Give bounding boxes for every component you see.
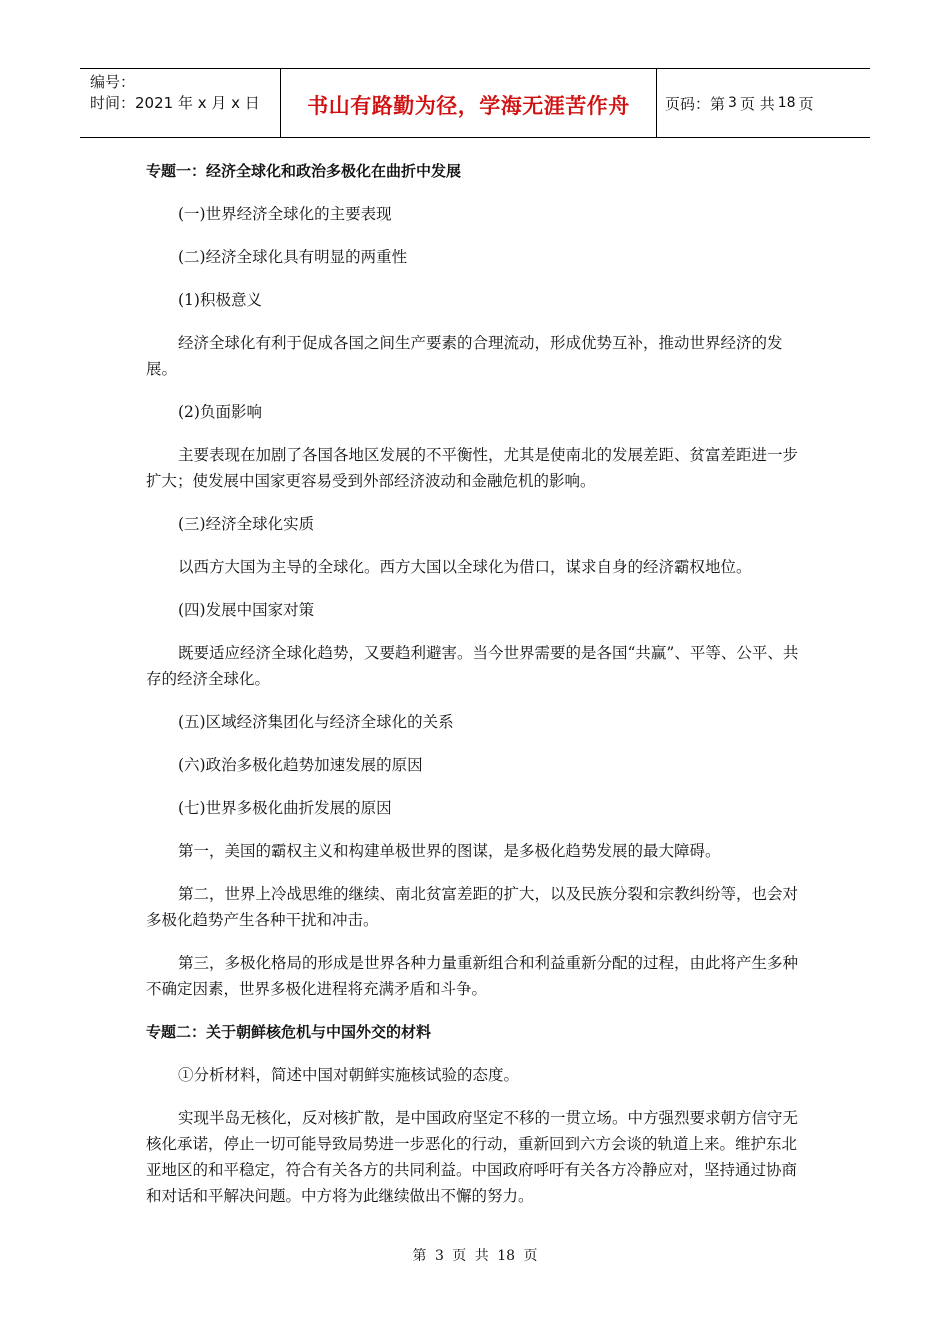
page-footer: 第 3 页 共 18 页	[412, 1248, 538, 1264]
paragraph: ①分析材料，简述中国对朝鲜实施核试验的态度。	[178, 1066, 520, 1084]
page-suffix: 页	[798, 94, 814, 113]
header-page-number	[657, 69, 870, 137]
paragraph: (四)发展中国家对策	[178, 601, 315, 619]
header-motto: 书山有路勤为径，学海无涯苦作舟	[281, 69, 657, 137]
paragraph: 第三，多极化格局的形成是世界各种力量重新组合和利益重新分配的过程，由此将产生多种不确定因素，世界多极化进程将充满矛盾和斗争。	[146, 954, 799, 998]
paragraph: (1)积极意义	[178, 291, 262, 309]
paragraph: (六)政治多极化趋势加速发展的原因	[178, 756, 423, 774]
page-total: 18	[777, 95, 796, 111]
paragraph: (五)区域经济集团化与经济全球化的关系	[178, 713, 454, 731]
document-number-label: 编号：	[90, 73, 136, 91]
section-heading-topic-2: 专题二：关于朝鲜核危机与中国外交的材料	[146, 1023, 432, 1041]
paragraph: (三)经济全球化实质	[178, 515, 315, 533]
paragraph: 实现半岛无核化，反对核扩散，是中国政府坚定不移的一贯立场。中方强烈要求朝方信守无核化承诺，停止一切可能导致局势进一步恶化的行动，重新回到六方会谈的轨道上来。维护东北亚地区的和平稳定，符合有关各方的共同利益。中国政府呼吁有关各方冷静应对，坚持通过协商和对话和平解决问题。中方将为此继续做出不懈的努力。	[146, 1109, 799, 1205]
document-date: 时间：2021 年 x 月 x 日	[90, 94, 260, 112]
page-prefix: 页码：第	[665, 94, 726, 113]
document-body	[146, 158, 806, 1209]
paragraph: (一)世界经济全球化的主要表现	[178, 205, 392, 223]
paragraph: 以西方大国为主导的全球化。西方大国以全球化为借口，谋求自身的经济霸权地位。	[178, 558, 752, 576]
paragraph: 第一，美国的霸权主义和构建单极世界的图谋，是多极化趋势发展的最大障碍。	[178, 842, 721, 860]
header-meta	[80, 69, 281, 137]
paragraph: (二)经济全球化具有明显的两重性	[178, 248, 408, 266]
page-mid: 页 共	[739, 94, 775, 113]
paragraph: 主要表现在加剧了各国各地区发展的不平衡性，尤其是使南北的发展差距、贫富差距进一步扩大；使发展中国家更容易受到外部经济波动和金融危机的影响。	[146, 446, 799, 490]
paragraph: 经济全球化有利于促成各国之间生产要素的合理流动，形成优势互补，推动世界经济的发展。	[146, 334, 783, 378]
section-heading-topic-1: 专题一：经济全球化和政治多极化在曲折中发展	[146, 162, 462, 180]
paragraph: 第二，世界上冷战思维的继续、南北贫富差距的扩大，以及民族分裂和宗教纠纷等，也会对多极化趋势产生各种干扰和冲击。	[146, 885, 799, 929]
page-current: 3	[728, 95, 737, 111]
paragraph: (七)世界多极化曲折发展的原因	[178, 799, 392, 817]
page-header	[80, 68, 870, 138]
paragraph: (2)负面影响	[178, 403, 262, 421]
paragraph: 既要适应经济全球化趋势，又要趋利避害。当今世界需要的是各国“共赢”、平等、公平、共存的经济全球化。	[146, 644, 799, 688]
